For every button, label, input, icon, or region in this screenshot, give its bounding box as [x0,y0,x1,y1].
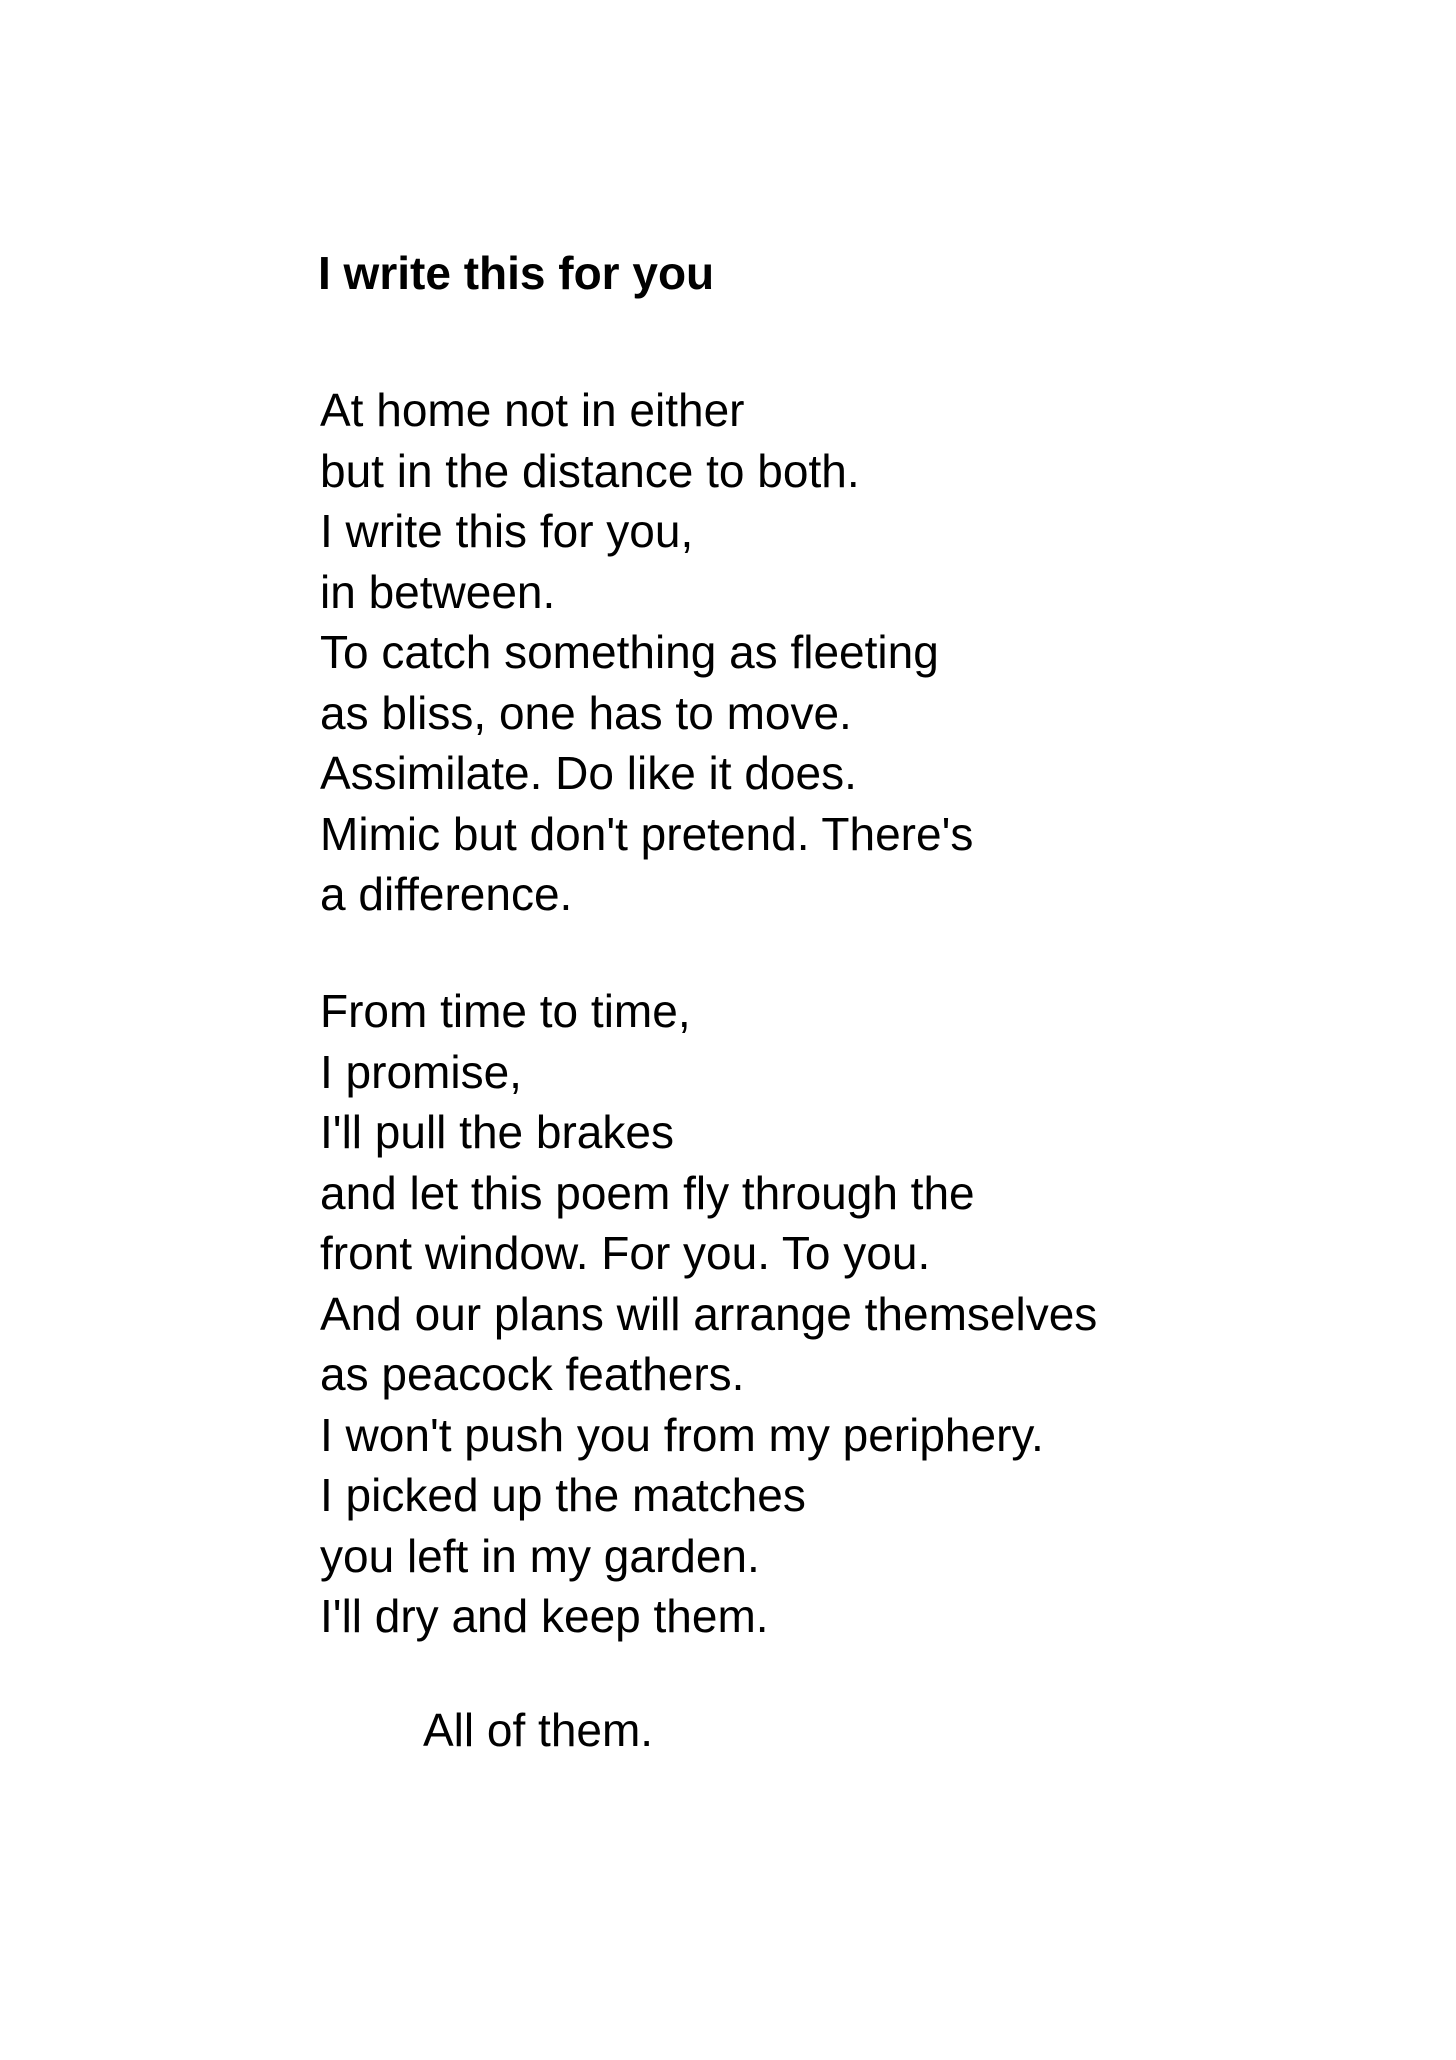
poem-line: front window. For you. To you. [320,1227,931,1279]
poem-title: I write this for you [318,247,715,299]
poem-line: I'll pull the brakes [320,1106,674,1158]
poem-line: a difference. [320,868,573,920]
poem-line: To catch something as fleeting [320,626,939,678]
poem-line: you left in my garden. [320,1529,760,1582]
poem-line: as bliss, one has to move. [320,686,852,739]
poem-line: Mimic but don't pretend. There's [320,807,974,860]
poem-line: At home not in either [320,384,745,436]
poem-line: I promise, [320,1045,522,1098]
poem-line: in between. [320,565,556,618]
poem-line: Assimilate. Do like it does. [320,747,857,799]
poem-line: I'll dry and keep them. [320,1590,769,1642]
stanza-1 [320,380,973,925]
poem-line: but in the distance to both. [320,444,860,497]
poem-closing-line: All of them. [423,1704,654,1756]
poem-line: I write this for you, [320,505,694,557]
poem-line: I won't push you from my periphery. [320,1408,1044,1461]
poem-line: and let this poem fly through the [320,1166,975,1219]
poem-line: I picked up the matches [320,1469,806,1521]
poem-line: From time to time, [320,985,691,1037]
poem-line: as peacock feathers. [320,1348,745,1400]
stanza-2 [320,981,1097,1647]
poem-line: And our plans will arrange themselves [320,1287,1098,1340]
